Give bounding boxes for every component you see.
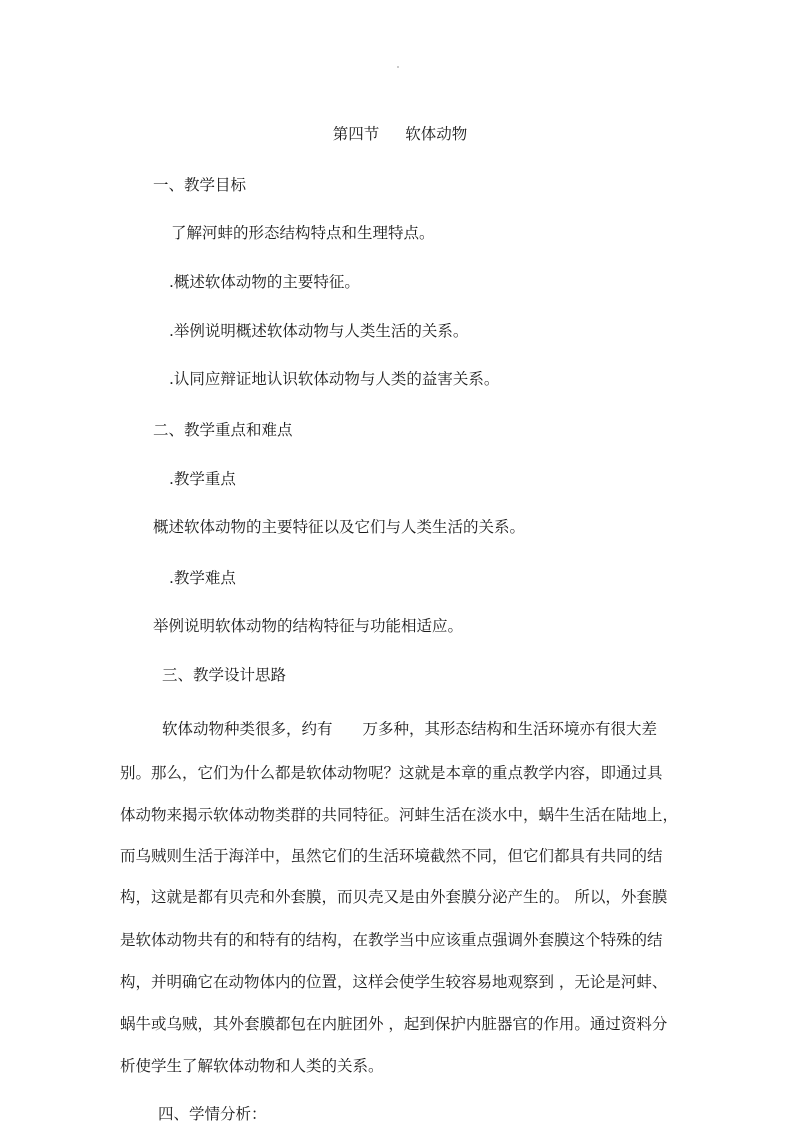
design-paragraph-line-2: 别。那么，它们为什么都是软体动物呢？这就是本章的重点教学内容，即通过具: [120, 764, 663, 782]
design-paragraph-line-5: 构，这就是都有贝壳和外套膜，而贝壳又是由外套膜分泌产生的。 所以，外套膜: [120, 888, 668, 906]
title-name: 软体动物: [405, 125, 468, 143]
key-point-text: 概述软体动物的主要特征以及它们与人类生活的关系。: [153, 518, 526, 536]
goal-item-1: 了解河蚌的形态结构特点和生理特点。: [171, 224, 435, 242]
design-paragraph-line-4: 而乌贼则生活于海洋中，虽然它们的生活环境截然不同，但它们都具有共同的结: [120, 847, 663, 865]
heading-key-points: 二、教学重点和难点: [153, 421, 293, 439]
goal-item-3: .举例说明概述软体动物与人类生活的关系。: [169, 322, 469, 340]
key-point-label: .教学重点: [169, 470, 236, 488]
scan-speck: [397, 66, 399, 68]
design-paragraph-line-7: 构，并明确它在动物体内的位置，这样会使学生较容易地观察到 ，无论是河蚌、: [120, 973, 668, 991]
design-paragraph-line-1: [162, 719, 657, 739]
design-paragraph-line-8: 蜗牛或乌贼，其外套膜都包在内脏团外 ，起到保护内脏器官的作用。通过资料分: [120, 1015, 668, 1033]
design-paragraph-line-9: 析使学生了解软体动物和人类的关系。: [120, 1057, 384, 1075]
goal-item-2: .概述软体动物的主要特征。: [169, 273, 360, 291]
design-paragraph-line-6: 是软体动物共有的和特有的结构，在教学当中应该重点强调外套膜这个特殊的结: [120, 931, 663, 949]
design-line-1-part-a: 软体动物种类很多，约有: [162, 720, 333, 738]
page-title: [0, 124, 800, 144]
goal-item-4: .认同应辩证地认识软体动物与人类的益害关系。: [169, 370, 500, 388]
difficulty-label: .教学难点: [169, 569, 236, 587]
difficulty-text: 举例说明软体动物的结构特征与功能相适应。: [153, 617, 464, 635]
heading-teaching-goals: 一、教学目标: [153, 176, 247, 194]
heading-design-ideas: 三、教学设计思路: [162, 666, 287, 684]
title-section: 第四节: [332, 125, 380, 143]
design-line-1-part-b: 万多种，其形态结构和生活环境亦有很大差: [362, 720, 658, 738]
heading-student-analysis: 四、学情分析：: [158, 1105, 267, 1123]
design-paragraph-line-3: 体动物来揭示软体动物类群的共同特征。河蚌生活在淡水中，蜗牛生活在陆地上，: [120, 806, 679, 824]
